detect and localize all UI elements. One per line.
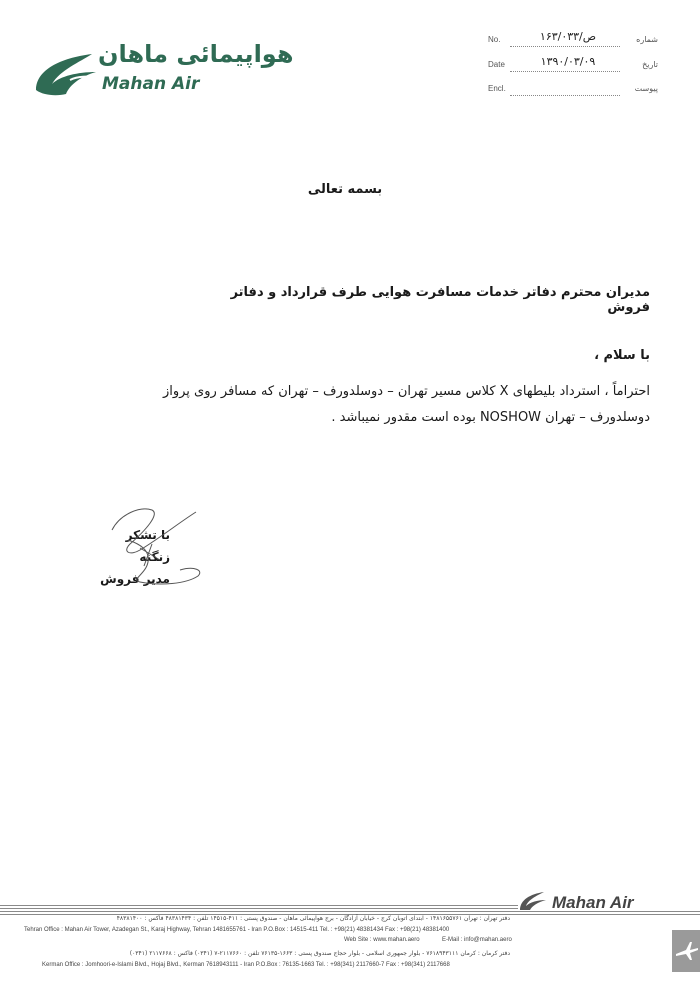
footer-kerman-english: Kerman Office : Jomhoori-e-Islami Blvd., Hojaj Blvd., Kerman 7618943111 - Iran P.O.Box : 76135-1663 Tel. : +98(341) 2117660-7 Fax : +98(341) 2117668 bbox=[42, 962, 450, 968]
airplane-icon bbox=[672, 930, 700, 972]
closing-thanks: با تشکر bbox=[125, 528, 170, 542]
handwritten-signature bbox=[100, 500, 210, 592]
number-label-fa: شماره bbox=[636, 35, 658, 44]
header-date-row bbox=[488, 55, 658, 74]
footer-airplane-panel bbox=[672, 930, 700, 972]
greeting: با سلام ، bbox=[594, 348, 650, 363]
recipient-line: مدیران محترم دفاتر خدمات مسافرت هوایی طرف قرارداد و دفاتر فروش bbox=[230, 285, 650, 315]
enclosure-label-fa: پیوست bbox=[634, 84, 658, 93]
basmala-heading: بسمه تعالی bbox=[307, 182, 383, 197]
date-label-fa: تاریخ bbox=[642, 60, 658, 69]
enclosure-label-en: Encl. bbox=[488, 84, 506, 93]
date-dotted-line bbox=[510, 71, 620, 72]
logo-name-english: Mahan Air bbox=[102, 74, 200, 94]
date-value: ۱۳۹۰/۰۳/۰۹ bbox=[540, 55, 596, 68]
footer-mahan-logo-icon bbox=[518, 890, 548, 912]
footer-tehran-english: Tehran Office : Mahan Air Tower, Azadegan St., Karaj Highway, Tehran 1481655761 - Iran P.O.Box : 14515-411 Tel. : +98(21) 48381434 Fax : +98(21) 48381400 bbox=[24, 927, 450, 933]
footer-tehran-persian: دفتر تهران : تهران ۱۴۸۱۶۵۵۷۶۱ - ابتدای اتوبان کرج - خیابان آزادگان - برج هواپیمائی ماهان - صندوق پستی : ۴۱۱-۱۴۵۱۵ تلفن : ۴۸۳۸۱۴۳۴ فاکس : ۴۸۳۸۱۴۰۰ bbox=[116, 915, 510, 922]
body-paragraph-line-1: احتراماً ، استرداد بلیطهای X کلاس مسیر تهران – دوسلدورف – تهران که مسافر روی پرواز bbox=[162, 384, 650, 399]
number-dotted-line bbox=[510, 46, 620, 47]
footer-website: Web Site : www.mahan.aero bbox=[344, 937, 420, 943]
header-number-row bbox=[488, 30, 658, 49]
signer-title: مدیر فروش bbox=[100, 572, 170, 586]
signer-name: زنگنه bbox=[139, 550, 170, 564]
footer-kerman-persian: دفتر کرمان : کرمان ۷۶۱۸۹۴۳۱۱۱ - بلوار جمهوری اسلامی - بلوار حجاج صندوق پستی : ۱۶۶۳-۷۶۱۳۵ تلفن : ۲۱۱۷۶۶۰-۷ (۰۳۴۱) فاکس : ۲۱۱۷۶۶۸ (۰۳۴۱) bbox=[129, 950, 510, 957]
number-value: ۱۶۳/۰۳۳/ص bbox=[539, 30, 597, 43]
date-label-en: Date bbox=[488, 60, 505, 69]
footer-email: E-Mail : info@mahan.aero bbox=[442, 937, 512, 943]
enclosure-dotted-line bbox=[510, 95, 620, 96]
footer-brand-name: Mahan Air bbox=[552, 893, 634, 912]
body-paragraph-line-2: دوسلدورف – تهران NOSHOW بوده است مقدور نمیباشد . bbox=[331, 410, 650, 425]
logo-name-persian: هواپیمائی ماهان bbox=[98, 40, 294, 68]
header-enclosure-row bbox=[488, 82, 658, 98]
number-label-en: No. bbox=[488, 35, 501, 44]
